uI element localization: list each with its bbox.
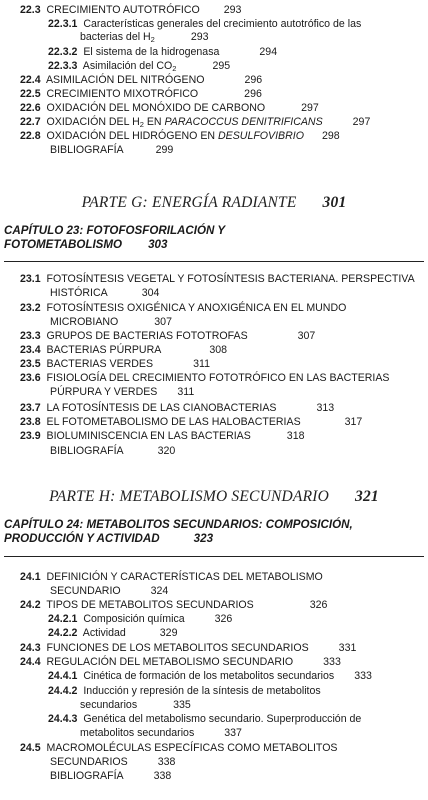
entry-title: BIBLIOGRAFÍA	[50, 445, 124, 457]
toc-entry	[50, 445, 175, 458]
toc-entry	[50, 756, 175, 769]
entry-page: 317	[344, 416, 363, 428]
entry-title: OXIDACIÓN DEL $H_2$ EN	[46, 116, 162, 129]
toc-entry	[20, 656, 341, 669]
entry-title: HISTÓRICA	[50, 287, 108, 299]
toc-entry	[20, 372, 390, 385]
entry-title: bacterias del $H_2$	[80, 31, 155, 44]
toc-entry	[20, 130, 340, 143]
divider-rule	[4, 261, 424, 262]
toc-entry	[20, 358, 210, 371]
toc-entry	[48, 670, 372, 683]
entry-number: 23.4	[20, 344, 41, 356]
entry-title: TIPOS DE METABOLITOS SECUNDARIOS	[46, 599, 254, 611]
entry-page: 295	[212, 60, 231, 72]
toc-entry	[50, 316, 172, 329]
entry-page: 294	[259, 46, 278, 58]
entry-title: SECUNDARIOS	[50, 756, 128, 768]
entry-page: 320	[157, 445, 176, 457]
entry-number: 23.3	[20, 330, 41, 342]
toc-entry	[48, 685, 321, 698]
entry-number: 24.1	[20, 571, 41, 583]
entry-page: 329	[159, 627, 178, 639]
part-page: 301	[322, 194, 347, 211]
toc-entry	[20, 430, 304, 443]
toc-entry	[48, 613, 232, 626]
entry-page: 304	[141, 287, 160, 299]
entry-page: 311	[193, 358, 210, 370]
toc-entry	[48, 18, 361, 31]
entry-number: 23.6	[20, 372, 41, 384]
entry-number: 23.2	[20, 302, 41, 314]
entry-page: 338	[157, 756, 176, 768]
entry-number: 24.2	[20, 599, 41, 611]
chapter-page: 303	[148, 238, 168, 251]
entry-page: 338	[153, 770, 172, 782]
toc-entry	[50, 770, 171, 783]
entry-title: metabolitos secundarios	[80, 727, 195, 739]
entry-page: 296	[244, 74, 263, 86]
entry-title: OXIDACIÓN DEL HIDRÓGENO EN	[46, 130, 216, 142]
entry-number: 24.4.3	[48, 713, 78, 725]
entry-title: Cinética de formación de los metabolitos secundarios	[83, 670, 335, 682]
entry-page: 297	[301, 102, 319, 114]
entry-number: 22.3.2	[48, 46, 78, 58]
toc-entry	[20, 344, 227, 357]
entry-page: 298	[321, 130, 340, 142]
chapter-title-line1: CAPÍTULO 24: METABOLITOS SECUNDARIOS: COMPOSICIÓN,	[4, 518, 353, 531]
entry-number: 24.5	[20, 742, 41, 754]
entry-page: 333	[323, 656, 341, 668]
toc-entry	[20, 302, 346, 315]
toc-entry	[20, 273, 415, 286]
entry-number: 24.3	[20, 642, 41, 654]
entry-page: 293	[223, 4, 242, 16]
entry-page: 296	[244, 88, 262, 100]
entry-title: SECUNDARIO	[50, 585, 121, 597]
toc-entry	[20, 330, 315, 343]
entry-number: 22.7	[20, 116, 41, 128]
entry-title: GRUPOS DE BACTERIAS FOTOTROFAS	[46, 330, 248, 342]
entry-page: 326	[214, 613, 233, 625]
toc-entry	[20, 402, 334, 415]
part-heading	[0, 194, 428, 212]
entry-number: 24.4.1	[48, 670, 78, 682]
toc-entry	[20, 599, 327, 612]
toc-entry	[20, 88, 262, 101]
entry-page: 313	[316, 402, 335, 414]
entry-page: 299	[155, 144, 174, 156]
entry-page: 333	[354, 670, 372, 682]
toc-entry	[20, 416, 362, 429]
toc-entry	[20, 742, 338, 755]
entry-page: 331	[338, 642, 357, 654]
entry-title: Actividad	[82, 627, 126, 639]
entry-number: 24.2.1	[48, 613, 78, 625]
entry-title: MICROBIANO	[50, 316, 119, 328]
chapter-page: 323	[193, 532, 214, 545]
toc-entry	[48, 713, 361, 726]
entry-page: 293	[190, 31, 209, 43]
entry-title: ASIMILACIÓN DEL NITRÓGENO	[45, 74, 205, 86]
chapter-title-line1: CAPÍTULO 23: FOTOFOSFORILACIÓN Y	[4, 224, 226, 237]
entry-title: LA FOTOSÍNTESIS DE LAS CIANOBACTERIAS	[46, 402, 277, 414]
toc-entry	[20, 74, 262, 87]
toc-entry	[80, 699, 191, 712]
toc-entry	[50, 287, 159, 300]
entry-number: 24.4	[20, 656, 41, 668]
entry-page: 337	[224, 727, 242, 739]
entry-number: 22.3.3	[48, 60, 78, 72]
entry-title: PÚRPURA Y VERDES	[50, 386, 158, 398]
entry-number: 22.3	[20, 4, 41, 16]
toc-entry	[48, 60, 230, 75]
part-title: PARTE H: METABOLISMO SECUNDARIO	[49, 488, 329, 505]
entry-page: 307	[154, 316, 172, 328]
toc-entry	[50, 144, 173, 157]
entry-title: OXIDACIÓN DEL MONÓXIDO DE CARBONO	[46, 102, 266, 114]
entry-number: 22.6	[20, 102, 41, 114]
entry-page: 318	[286, 430, 305, 442]
toc-entry	[80, 727, 242, 740]
toc-entry	[50, 585, 168, 598]
entry-number: 23.9	[20, 430, 41, 442]
entry-page: 335	[173, 699, 191, 711]
entry-number: 22.3.1	[48, 18, 78, 30]
entry-title: Inducción y represión de la síntesis de metabolitos	[83, 685, 321, 697]
entry-title: secundarios	[80, 699, 138, 711]
entry-number: 24.2.2	[48, 627, 78, 639]
entry-title-italic: PARACOCCUS DENITRIFICANS	[164, 116, 323, 128]
entry-number: 23.8	[20, 416, 41, 428]
entry-page: 307	[297, 330, 316, 342]
entry-title: FISIOLOGÍA DEL CRECIMIENTO FOTOTRÓFICO EN LAS BACTERIAS	[46, 372, 390, 384]
entry-title: CRECIMIENTO AUTOTRÓFICO	[46, 4, 200, 16]
divider-rule	[4, 556, 424, 557]
part-heading	[0, 488, 428, 506]
entry-page: 308	[209, 344, 227, 356]
toc-entry	[50, 386, 194, 399]
toc-entry	[48, 46, 277, 59]
entry-title: Asimilación del $CO_2$	[82, 60, 177, 73]
entry-title: FUNCIONES DE LOS METABOLITOS SECUNDARIOS	[46, 642, 309, 654]
entry-title: BIOLUMINISCENCIA EN LAS BACTERIAS	[46, 430, 251, 442]
entry-title: EL FOTOMETABOLISMO DE LAS HALOBACTERIAS	[46, 416, 301, 428]
entry-page: 324	[150, 585, 169, 597]
entry-title: MACROMOLÉCULAS ESPECÍFICAS COMO METABOLITOS	[46, 742, 338, 754]
entry-title: DEFINICIÓN Y CARACTERÍSTICAS DEL METABOLISMO	[46, 571, 323, 583]
entry-title: El sistema de la hidrogenasa	[83, 46, 220, 58]
entry-title-italic: DESULFOVIBRIO	[218, 130, 304, 142]
entry-title: BIBLIOGRAFÍA	[50, 770, 124, 782]
entry-title: BACTERIAS VERDES	[46, 358, 154, 370]
entry-number: 22.5	[20, 88, 41, 100]
entry-title: BIBLIOGRAFÍA	[50, 144, 124, 156]
entry-title: FOTOSÍNTESIS VEGETAL Y FOTOSÍNTESIS BACTERIANA. PERSPECTIVA	[46, 273, 415, 285]
entry-title: CRECIMIENTO MIXOTRÓFICO	[46, 88, 199, 100]
chapter-heading	[4, 518, 353, 546]
entry-page: 297	[352, 116, 371, 128]
toc-entry	[48, 627, 177, 640]
toc-entry	[20, 4, 241, 17]
toc-entry	[20, 102, 319, 115]
toc-entry	[20, 642, 356, 655]
entry-title: Composición química	[83, 613, 185, 625]
entry-number: 22.4	[20, 74, 41, 86]
entry-page: 311	[177, 386, 195, 398]
entry-title: REGULACIÓN DEL METABOLISMO SECUNDARIO	[46, 656, 294, 668]
entry-page: 326	[309, 599, 328, 611]
entry-title: Características generales del crecimiento autotrófico de las	[83, 18, 362, 30]
entry-number: 23.7	[20, 402, 41, 414]
entry-number: 22.8	[20, 130, 41, 142]
entry-number: 23.1	[20, 273, 41, 285]
entry-title: Genética del metabolismo secundario. Superproducción de	[83, 713, 362, 725]
entry-number: 24.4.2	[48, 685, 78, 697]
toc-entry	[20, 116, 370, 131]
entry-number: 23.5	[20, 358, 41, 370]
chapter-heading	[4, 224, 225, 252]
chapter-title-line2: FOTOMETABOLISMO	[4, 238, 123, 251]
toc-entry	[20, 571, 323, 584]
chapter-title-line2: PRODUCCIÓN Y ACTIVIDAD	[4, 532, 160, 545]
entry-title: BACTERIAS PÚRPURA	[46, 344, 162, 356]
part-page: 321	[355, 488, 379, 505]
toc-entry	[80, 31, 209, 46]
part-title: PARTE G: ENERGÍA RADIANTE	[81, 194, 297, 211]
entry-title: FOTOSÍNTESIS OXIGÉNICA Y ANOXIGÉNICA EN EL MUNDO	[46, 302, 347, 314]
